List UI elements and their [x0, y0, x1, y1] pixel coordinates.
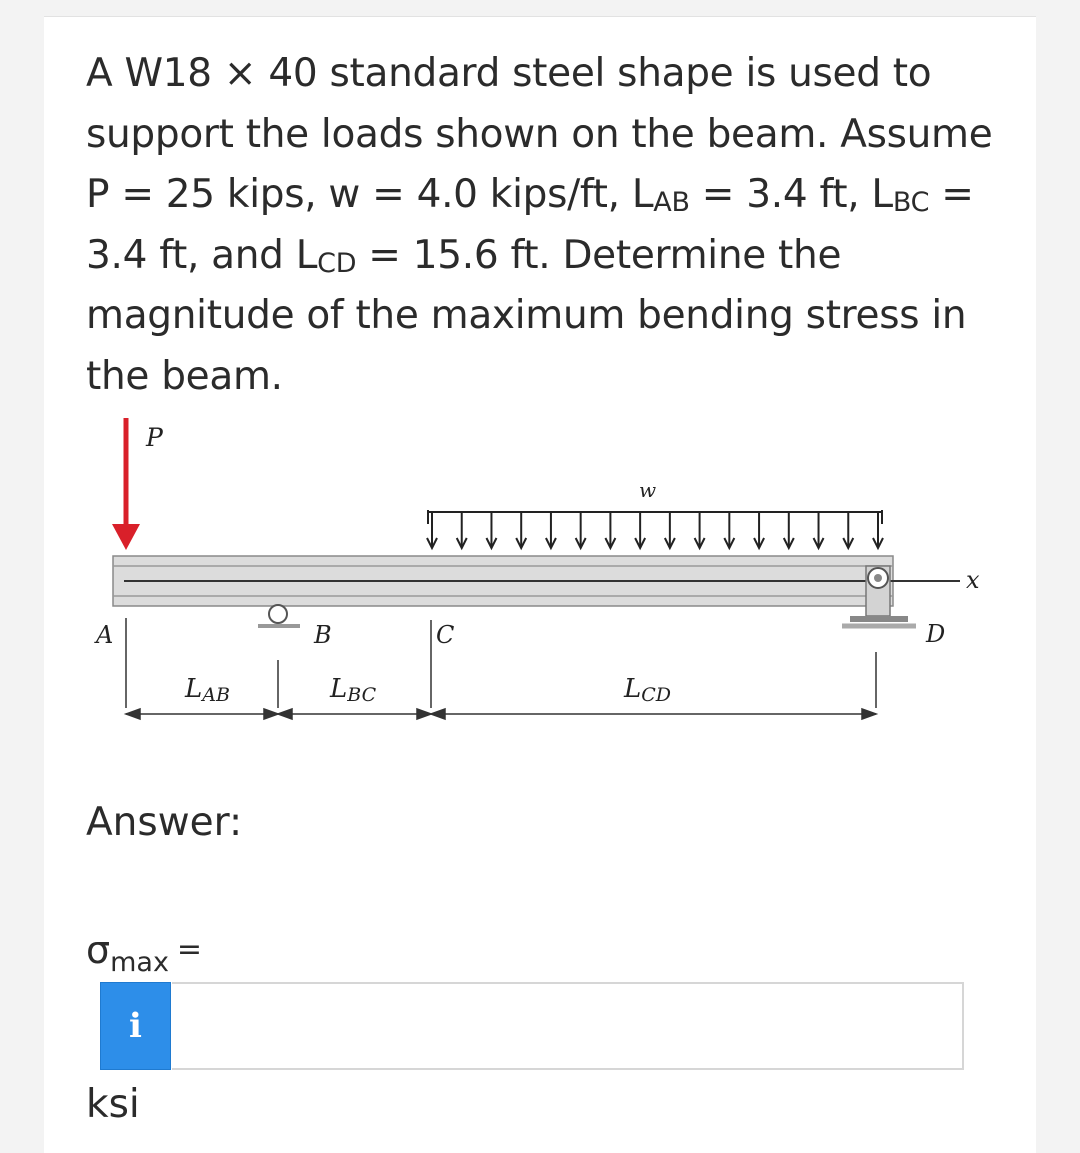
label-w: w: [639, 478, 657, 502]
problem-statement: A W18 × 40 standard steel shape is used to support the loads shown on the beam. Assume P = 25 kips, w = 4.0 kips/ft, $L_{AB} = 3.4$ ft, $L_{BC} = 3.4$ ft, and $L_{CD} = 15.6$ ft. Determine the magnitude of the maximum bending stress in the beam.: [86, 51, 993, 399]
distributed-load-arrows: [427, 512, 883, 548]
label-c: C: [436, 621, 455, 649]
label-l-bc: LBC: [330, 674, 377, 706]
label-d: D: [926, 620, 946, 648]
label-b: B: [314, 621, 332, 649]
label-l-cd: LCD: [624, 674, 672, 706]
distributed-load: [428, 510, 882, 524]
label-x-axis: x: [966, 566, 980, 594]
label-a: A: [96, 621, 114, 649]
label-p: P: [146, 423, 163, 452]
units-label: ksi: [86, 1082, 140, 1127]
answer-label: Answer:: [86, 800, 243, 845]
label-l-ab: LAB: [185, 674, 230, 706]
dimension-line: [126, 709, 876, 719]
answer-input[interactable]: [172, 982, 964, 1070]
roller-support-b: [258, 605, 300, 626]
sigma-max-label: $\sigma_{max}$ =: [86, 928, 203, 978]
info-icon[interactable]: i: [100, 982, 171, 1070]
point-load-arrowhead: [112, 524, 140, 550]
beam-diagram: [0, 400, 1080, 740]
